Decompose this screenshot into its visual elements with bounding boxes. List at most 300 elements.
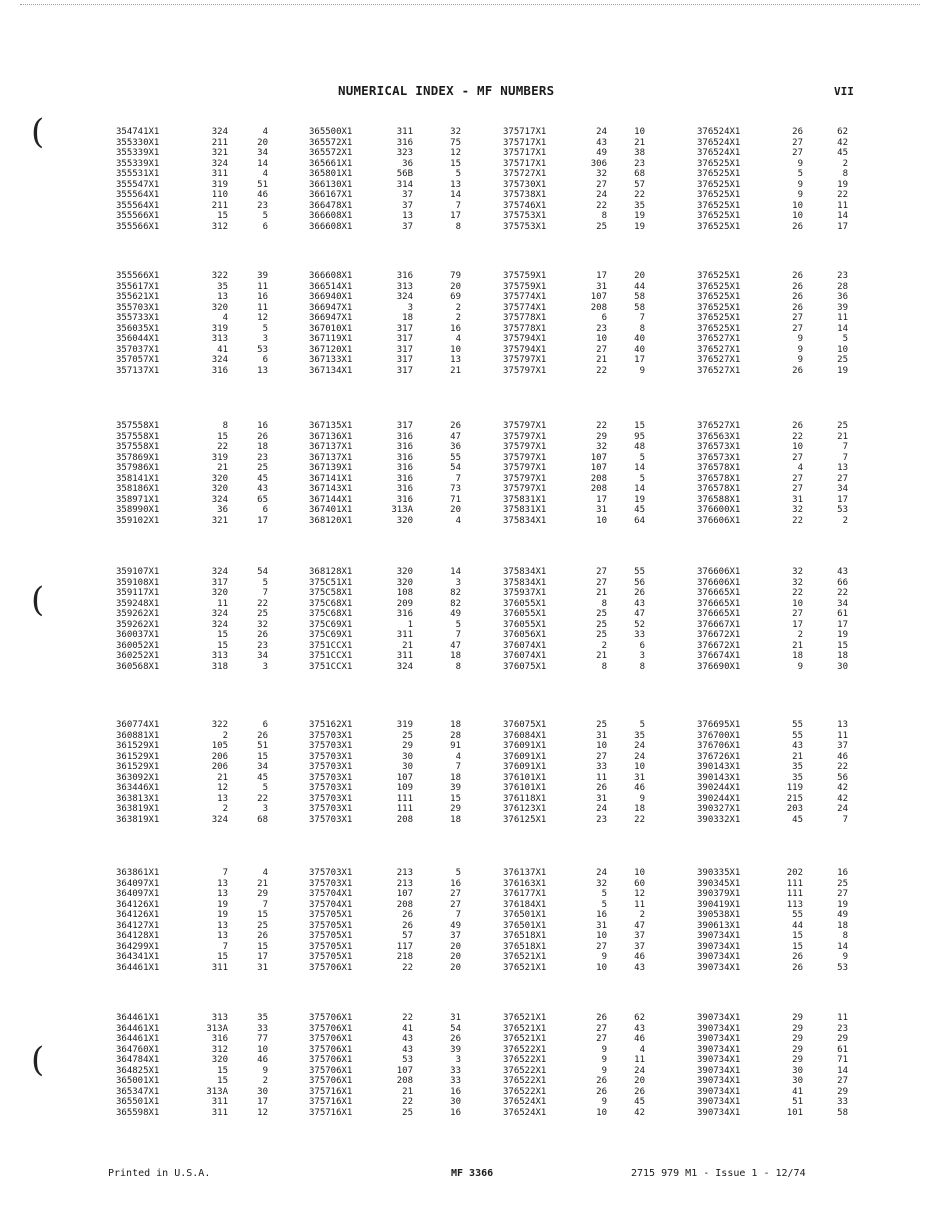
mf-number: 376518X1: [503, 931, 547, 941]
mf-number: 357986X1: [116, 463, 160, 473]
mf-number: 375831X1: [503, 494, 547, 505]
mf-number: 375C51X1: [309, 577, 353, 588]
item-number: 7: [455, 910, 461, 920]
item-number: 31: [450, 1013, 461, 1023]
figure-number: 21: [402, 1086, 413, 1097]
figure-number: 313: [211, 334, 228, 344]
item-number: 14: [837, 323, 848, 334]
mf-number: 376521X1: [503, 1023, 547, 1034]
figure-number: 5: [797, 169, 803, 179]
item-number: 3: [639, 651, 645, 661]
figure-number: 41: [217, 344, 228, 355]
item-number: 3: [455, 577, 461, 588]
figure-number: 29: [792, 1044, 803, 1055]
item-number: 5: [842, 334, 848, 344]
item-number: 66: [837, 577, 848, 588]
figure-number: 8: [601, 661, 607, 672]
item-number: 37: [837, 741, 848, 751]
item-number: 6: [262, 355, 268, 365]
item-number: 23: [634, 158, 645, 169]
figure-number: 57: [402, 931, 413, 941]
mf-number: 363819X1: [116, 804, 160, 814]
item-number: 44: [634, 281, 645, 292]
item-number: 51: [257, 179, 268, 190]
mf-number: 375705X1: [309, 920, 353, 931]
mf-number: 376606X1: [697, 515, 741, 526]
item-number: 62: [634, 1013, 645, 1023]
item-number: 14: [837, 1065, 848, 1076]
item-number: 15: [257, 751, 268, 762]
item-number: 16: [450, 1107, 461, 1118]
item-number: 42: [634, 1107, 645, 1118]
mf-number: 375831X1: [503, 505, 547, 515]
mf-number: 375797X1: [503, 365, 547, 376]
mf-number: 390734X1: [697, 1107, 741, 1118]
figure-number: 311: [396, 651, 413, 661]
figure-number: 208: [590, 302, 607, 313]
figure-number: 9: [601, 1065, 607, 1076]
item-number: 47: [450, 640, 461, 651]
figure-number: 320: [396, 515, 413, 526]
item-number: 20: [450, 941, 461, 952]
figure-number: 27: [792, 323, 803, 334]
item-number: 13: [837, 463, 848, 473]
figure-number: 43: [402, 1034, 413, 1044]
figure-number: 314: [396, 179, 413, 190]
figure-number: 9: [797, 344, 803, 355]
figure-number: 32: [792, 567, 803, 577]
mf-number: 390734X1: [697, 1044, 741, 1055]
figure-number: 26: [402, 910, 413, 920]
item-number: 27: [837, 1076, 848, 1086]
mf-number: 375706X1: [309, 962, 353, 973]
item-number: 37: [450, 931, 461, 941]
item-number: 60: [634, 878, 645, 889]
figure-number: 55: [792, 910, 803, 920]
mf-number: 367144X1: [309, 494, 353, 505]
item-number: 15: [837, 640, 848, 651]
mf-number: 390734X1: [697, 1055, 741, 1065]
figure-number: 313: [211, 1013, 228, 1023]
item-number: 11: [634, 1055, 645, 1065]
mf-number: 375703X1: [309, 730, 353, 741]
mf-number: 357057X1: [116, 355, 160, 365]
figure-number: 21: [792, 640, 803, 651]
item-number: 39: [450, 1044, 461, 1055]
figure-number: 4: [222, 313, 228, 323]
item-number: 46: [257, 1055, 268, 1065]
figure-number: 25: [596, 720, 607, 730]
figure-number: 27: [792, 484, 803, 494]
figure-number: 9: [797, 661, 803, 672]
mf-number: 355566X1: [116, 271, 160, 281]
figure-number: 107: [590, 292, 607, 302]
item-number: 11: [837, 313, 848, 323]
item-number: 25: [257, 609, 268, 619]
figure-number: 306: [590, 158, 607, 169]
figure-number: 311: [211, 1097, 228, 1107]
item-number: 31: [257, 962, 268, 973]
mf-number: 376137X1: [503, 868, 547, 878]
figure-number: 9: [601, 1097, 607, 1107]
figure-number: 27: [792, 313, 803, 323]
mf-number: 367134X1: [309, 365, 353, 376]
figure-number: 30: [792, 1065, 803, 1076]
mf-number: 376501X1: [503, 910, 547, 920]
figure-number: 26: [596, 1086, 607, 1097]
figure-number: 21: [217, 463, 228, 473]
mf-number: 355733X1: [116, 313, 160, 323]
figure-number: 29: [792, 1034, 803, 1044]
item-number: 26: [257, 431, 268, 442]
mf-number: 375717X1: [503, 148, 547, 158]
mf-number: 375797X1: [503, 473, 547, 484]
item-number: 18: [634, 804, 645, 814]
item-number: 6: [262, 505, 268, 515]
figure-number: 18: [792, 651, 803, 661]
mf-number: 376524X1: [503, 1107, 547, 1118]
item-number: 13: [450, 179, 461, 190]
item-number: 24: [634, 1065, 645, 1076]
item-number: 36: [450, 442, 461, 452]
item-number: 57: [634, 179, 645, 190]
mf-number: 375C58X1: [309, 588, 353, 598]
figure-number: 26: [596, 783, 607, 793]
item-number: 17: [837, 221, 848, 232]
item-number: 49: [450, 609, 461, 619]
mf-number: 355339X1: [116, 158, 160, 169]
figure-number: 208: [396, 1076, 413, 1086]
figure-number: 26: [792, 221, 803, 232]
item-number: 56: [837, 772, 848, 783]
figure-number: 13: [217, 889, 228, 899]
mf-number: 390734X1: [697, 1097, 741, 1107]
mf-number: 375C69X1: [309, 630, 353, 640]
figure-number: 26: [792, 127, 803, 137]
mf-number: 375746X1: [503, 200, 547, 211]
mf-number: 376600X1: [697, 505, 741, 515]
figure-number: 26: [792, 962, 803, 973]
figure-number: 324: [211, 619, 228, 630]
mf-number: 366130X1: [309, 179, 353, 190]
figure-number: 317: [211, 577, 228, 588]
mf-number: 376525X1: [697, 169, 741, 179]
figure-number: 317: [396, 421, 413, 431]
mf-number: 375774X1: [503, 302, 547, 313]
mf-number: 360037X1: [116, 630, 160, 640]
mf-number: 375759X1: [503, 281, 547, 292]
mf-number: 376524X1: [697, 137, 741, 148]
figure-number: 21: [792, 751, 803, 762]
mf-number: 390734X1: [697, 1086, 741, 1097]
item-number: 17: [450, 211, 461, 221]
item-number: 23: [837, 271, 848, 281]
figure-number: 319: [211, 179, 228, 190]
mf-number: 375716X1: [309, 1086, 353, 1097]
mf-number: 376667X1: [697, 619, 741, 630]
figure-number: 3: [407, 302, 413, 313]
mf-number: 365572X1: [309, 148, 353, 158]
figure-number: 13: [217, 292, 228, 302]
figure-number: 202: [786, 868, 803, 878]
figure-number: 22: [792, 431, 803, 442]
figure-number: 208: [590, 484, 607, 494]
mf-number: 365501X1: [116, 1097, 160, 1107]
figure-number: 26: [596, 1013, 607, 1023]
mf-number: 375C68X1: [309, 598, 353, 609]
mf-number: 390734X1: [697, 962, 741, 973]
mf-number: 376527X1: [697, 334, 741, 344]
mf-number: 363092X1: [116, 772, 160, 783]
item-number: 4: [262, 169, 268, 179]
item-number: 71: [837, 1055, 848, 1065]
item-number: 4: [262, 127, 268, 137]
item-number: 27: [450, 889, 461, 899]
figure-number: 311: [396, 127, 413, 137]
mf-number: 364126X1: [116, 910, 160, 920]
mf-number: 375704X1: [309, 889, 353, 899]
item-number: 37: [634, 941, 645, 952]
mf-number: 376525X1: [697, 179, 741, 190]
mf-number: 375797X1: [503, 442, 547, 452]
item-number: 28: [450, 730, 461, 741]
mf-number: 375706X1: [309, 1076, 353, 1086]
item-number: 5: [455, 868, 461, 878]
figure-number: 15: [792, 941, 803, 952]
item-number: 40: [634, 334, 645, 344]
mf-number: 390332X1: [697, 814, 741, 825]
item-number: 18: [450, 720, 461, 730]
mf-number: 355566X1: [116, 221, 160, 232]
figure-number: 26: [792, 292, 803, 302]
item-number: 47: [634, 609, 645, 619]
mf-number: 365801X1: [309, 169, 353, 179]
figure-number: 29: [792, 1023, 803, 1034]
mf-number: 355339X1: [116, 148, 160, 158]
mf-number: 375717X1: [503, 127, 547, 137]
mf-number: 356035X1: [116, 323, 160, 334]
figure-number: 316: [211, 365, 228, 376]
item-number: 8: [639, 323, 645, 334]
item-number: 17: [257, 515, 268, 526]
item-number: 46: [634, 783, 645, 793]
item-number: 82: [450, 598, 461, 609]
figure-number: 319: [211, 452, 228, 463]
mf-number: 376578X1: [697, 463, 741, 473]
figure-number: 111: [786, 889, 803, 899]
item-number: 34: [837, 598, 848, 609]
item-number: 2: [262, 1076, 268, 1086]
item-number: 22: [837, 762, 848, 772]
item-number: 7: [455, 200, 461, 211]
mf-number: 376184X1: [503, 899, 547, 910]
footer-printed-in: Printed in U.S.A.: [108, 1168, 211, 1179]
figure-number: 26: [792, 271, 803, 281]
item-number: 30: [257, 1086, 268, 1097]
mf-number: 366514X1: [309, 281, 353, 292]
mf-number: 358990X1: [116, 505, 160, 515]
figure-number: 324: [211, 158, 228, 169]
mf-number: 376522X1: [503, 1076, 547, 1086]
mf-number: 376665X1: [697, 598, 741, 609]
mf-number: 376055X1: [503, 598, 547, 609]
item-number: 46: [257, 190, 268, 200]
item-number: 45: [634, 505, 645, 515]
mf-number: 376674X1: [697, 651, 741, 661]
item-number: 56: [634, 577, 645, 588]
figure-number: 320: [211, 588, 228, 598]
mf-number: 367119X1: [309, 334, 353, 344]
item-number: 5: [639, 473, 645, 484]
figure-number: 31: [596, 730, 607, 741]
item-number: 38: [634, 148, 645, 158]
figure-number: 22: [402, 1097, 413, 1107]
figure-number: 22: [596, 200, 607, 211]
mf-number: 355617X1: [116, 281, 160, 292]
figure-number: 324: [396, 661, 413, 672]
mf-number: 365347X1: [116, 1086, 160, 1097]
mf-number: 376525X1: [697, 211, 741, 221]
mf-number: 390419X1: [697, 899, 741, 910]
figure-number: 208: [396, 814, 413, 825]
figure-number: 15: [217, 1076, 228, 1086]
mf-number: 375703X1: [309, 741, 353, 751]
mf-number: 376525X1: [697, 200, 741, 211]
mf-number: 366608X1: [309, 221, 353, 232]
item-number: 46: [634, 952, 645, 962]
item-number: 20: [257, 137, 268, 148]
figure-number: 27: [596, 1034, 607, 1044]
mf-number: 376665X1: [697, 609, 741, 619]
figure-number: 111: [396, 793, 413, 804]
figure-number: 4: [797, 463, 803, 473]
figure-number: 313: [396, 281, 413, 292]
figure-number: 56B: [396, 169, 413, 179]
figure-number: 101: [786, 1107, 803, 1118]
mf-number: 376074X1: [503, 651, 547, 661]
mf-number: 360774X1: [116, 720, 160, 730]
figure-number: 324: [396, 292, 413, 302]
mf-number: 376123X1: [503, 804, 547, 814]
mf-number: 376075X1: [503, 720, 547, 730]
figure-number: 117: [396, 941, 413, 952]
item-number: 46: [837, 751, 848, 762]
mf-number: 390734X1: [697, 1076, 741, 1086]
item-number: 32: [257, 619, 268, 630]
figure-number: 37: [402, 190, 413, 200]
item-number: 54: [450, 463, 461, 473]
item-number: 48: [634, 442, 645, 452]
mf-number: 376690X1: [697, 661, 741, 672]
figure-number: 31: [596, 281, 607, 292]
item-number: 11: [257, 281, 268, 292]
item-number: 19: [837, 630, 848, 640]
mf-number: 364461X1: [116, 962, 160, 973]
mf-number: 376055X1: [503, 609, 547, 619]
mf-number: 375703X1: [309, 751, 353, 762]
item-number: 25: [257, 920, 268, 931]
mf-number: 375703X1: [309, 868, 353, 878]
item-number: 54: [257, 567, 268, 577]
mf-number: 390244X1: [697, 793, 741, 804]
mf-number: 358186X1: [116, 484, 160, 494]
item-number: 21: [257, 878, 268, 889]
item-number: 10: [837, 344, 848, 355]
item-number: 14: [450, 190, 461, 200]
item-number: 19: [634, 494, 645, 505]
mf-number: 375753X1: [503, 211, 547, 221]
mf-number: 364461X1: [116, 1034, 160, 1044]
figure-number: 37: [402, 221, 413, 232]
mf-number: 376525X1: [697, 313, 741, 323]
figure-number: 218: [396, 952, 413, 962]
item-number: 19: [837, 365, 848, 376]
item-number: 33: [837, 1097, 848, 1107]
mf-number: 376091X1: [503, 762, 547, 772]
mf-number: 365661X1: [309, 158, 353, 169]
item-number: 9: [262, 1065, 268, 1076]
mf-number: 367136X1: [309, 431, 353, 442]
item-number: 45: [634, 1097, 645, 1107]
mf-number: 355564X1: [116, 200, 160, 211]
mf-number: 376695X1: [697, 720, 741, 730]
figure-number: 215: [786, 793, 803, 804]
mf-number: 376588X1: [697, 494, 741, 505]
mf-number: 360052X1: [116, 640, 160, 651]
item-number: 21: [837, 431, 848, 442]
mf-number: 367135X1: [309, 421, 353, 431]
mf-number: 367139X1: [309, 463, 353, 473]
item-number: 8: [455, 221, 461, 232]
item-number: 6: [262, 720, 268, 730]
item-number: 32: [450, 127, 461, 137]
figure-number: 311: [211, 962, 228, 973]
item-number: 17: [257, 952, 268, 962]
item-number: 45: [257, 772, 268, 783]
item-number: 20: [450, 962, 461, 973]
mf-number: 366947X1: [309, 313, 353, 323]
item-number: 34: [257, 762, 268, 772]
figure-number: 322: [211, 720, 228, 730]
item-number: 7: [455, 630, 461, 640]
item-number: 24: [634, 741, 645, 751]
mf-number: 375716X1: [309, 1097, 353, 1107]
mf-number: 376521X1: [503, 1013, 547, 1023]
mf-number: 367137X1: [309, 452, 353, 463]
item-number: 16: [450, 323, 461, 334]
item-number: 26: [257, 931, 268, 941]
mf-number: 376527X1: [697, 421, 741, 431]
mf-number: 367143X1: [309, 484, 353, 494]
item-number: 5: [455, 619, 461, 630]
mf-number: 364784X1: [116, 1055, 160, 1065]
item-number: 5: [262, 323, 268, 334]
figure-number: 11: [596, 772, 607, 783]
item-number: 40: [634, 344, 645, 355]
figure-number: 19: [217, 910, 228, 920]
figure-number: 321: [211, 148, 228, 158]
mf-number: 355330X1: [116, 137, 160, 148]
item-number: 42: [837, 137, 848, 148]
mf-number: 376118X1: [503, 793, 547, 804]
mf-number: 376525X1: [697, 158, 741, 169]
mf-number: 376578X1: [697, 473, 741, 484]
mf-number: 357869X1: [116, 452, 160, 463]
item-number: 36: [837, 292, 848, 302]
mf-number: 376606X1: [697, 577, 741, 588]
mf-number: 375937X1: [503, 588, 547, 598]
item-number: 16: [257, 292, 268, 302]
